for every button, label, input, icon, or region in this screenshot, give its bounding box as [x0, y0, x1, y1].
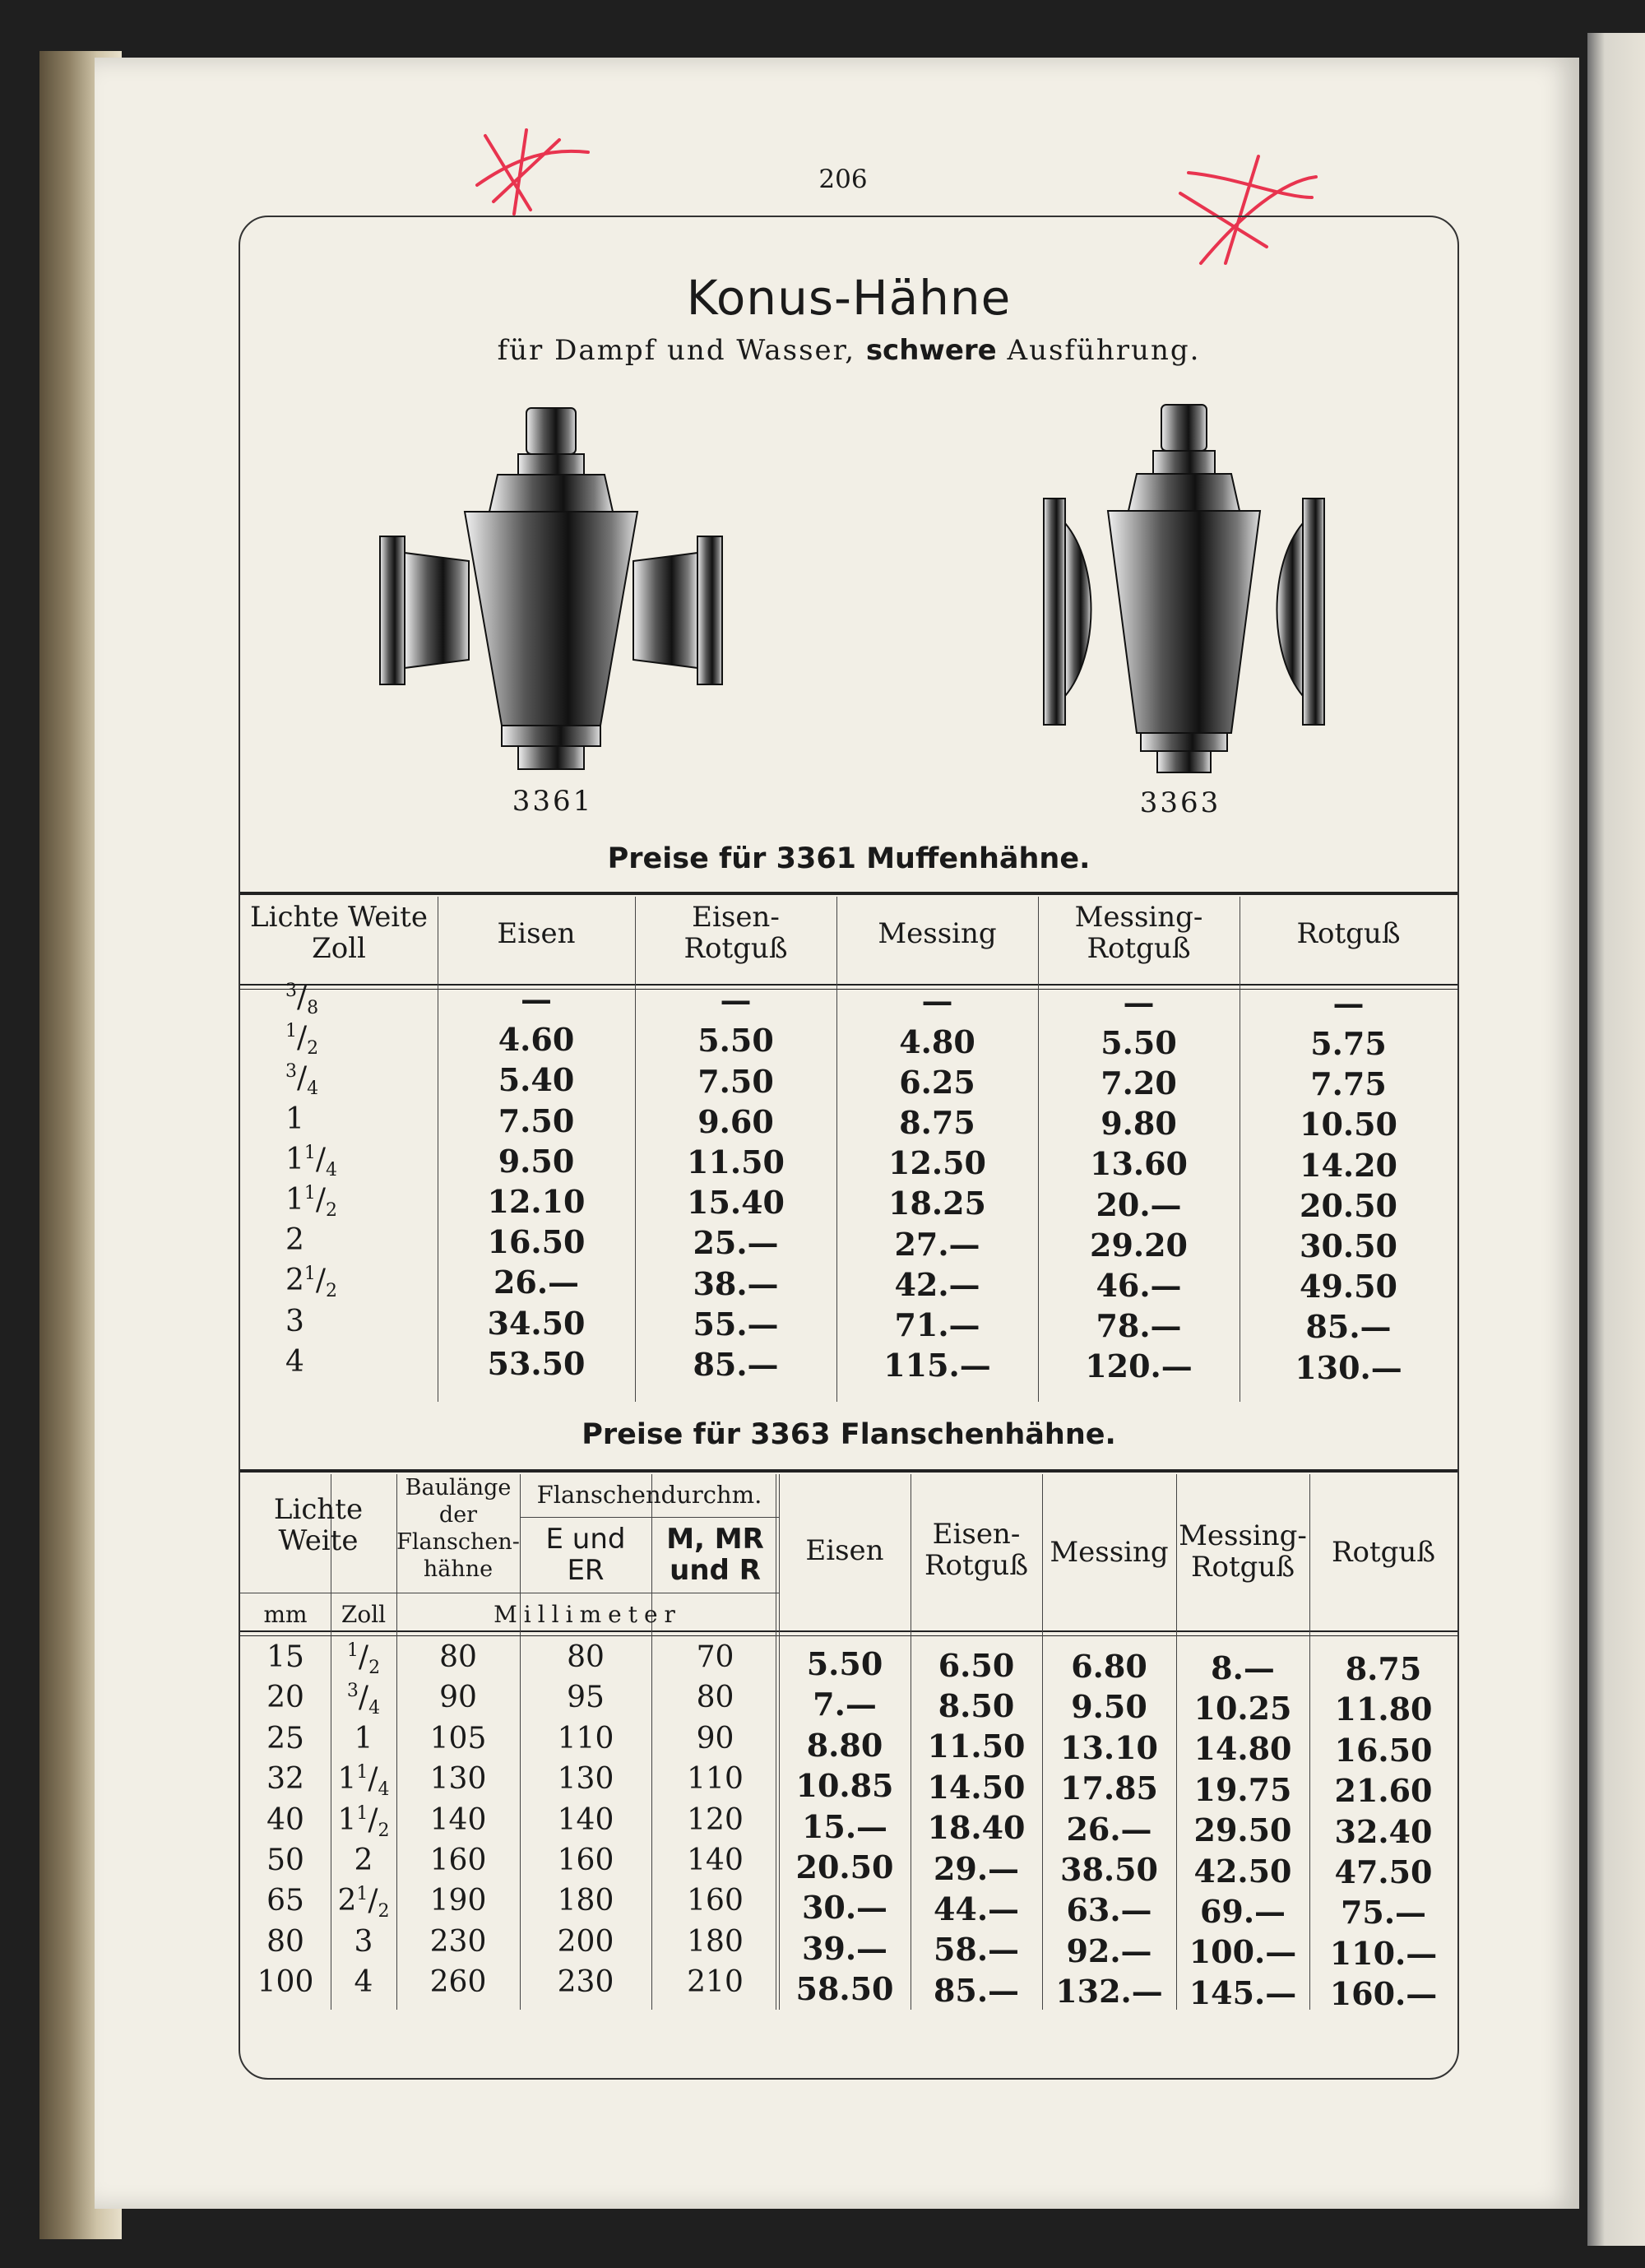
- table1-price-cell: 20.—: [1096, 1185, 1182, 1223]
- table1-price-cell: —: [720, 981, 752, 1019]
- header-line4: hähne: [423, 1556, 494, 1582]
- table1-size-cell: [285, 1143, 384, 1180]
- table2-zoll-cell: [331, 1640, 396, 1678]
- table2-price-cell: 21.60: [1334, 1772, 1433, 1810]
- header-line1: Baulänge: [405, 1475, 512, 1500]
- table2-price-cell: 63.—: [1066, 1891, 1152, 1929]
- table2-header-zoll: Zoll: [341, 1601, 387, 1628]
- table2-price-cell: 132.—: [1055, 1973, 1163, 2011]
- table1-price-cell: 27.—: [894, 1225, 980, 1263]
- valve-3361-illustration: [378, 405, 724, 775]
- table1-price-cell: 78.—: [1096, 1307, 1182, 1345]
- table1-size-cell: [285, 1183, 384, 1221]
- table1-price-cell: 34.50: [487, 1304, 586, 1342]
- table1-price-cell: 55.—: [693, 1305, 779, 1343]
- size-fraction-denominator: 2: [326, 1281, 338, 1302]
- size-whole: 2: [285, 1264, 304, 1298]
- table2-price-cell: 58.50: [795, 1970, 894, 2008]
- table2-header-rotguss: Rotguß: [1331, 1536, 1436, 1569]
- table1-price-cell: 9.50: [498, 1142, 575, 1180]
- header-line2: Rotguß: [683, 932, 788, 965]
- fraction-slash: /: [315, 1183, 327, 1217]
- header-line2: Zoll: [312, 932, 366, 965]
- adjacent-page: [1587, 33, 1645, 2246]
- table1-price-cell: —: [1332, 984, 1365, 1022]
- table2-price-cell: 39.—: [801, 1929, 888, 1967]
- table2-price-cell: 26.—: [1066, 1810, 1152, 1848]
- subtitle-bold: schwere: [865, 334, 997, 367]
- size-fraction-denominator: 2: [326, 1200, 338, 1222]
- table2-header-e-er: [520, 1524, 651, 1586]
- table2-m-mr-r-cell: 210: [687, 1965, 744, 2000]
- page-number: 206: [818, 165, 868, 194]
- table1-price-cell: 15.40: [687, 1184, 785, 1222]
- size-whole: 3: [285, 1304, 304, 1338]
- header-line1: E und: [545, 1523, 626, 1556]
- table1-price-cell: —: [1123, 983, 1155, 1021]
- subtitle-part1: für Dampf und Wasser,: [497, 334, 866, 367]
- table2-price-cell: 69.—: [1199, 1892, 1286, 1930]
- table1-top-rule: [240, 892, 1457, 895]
- table2-m-mr-r-cell: 160: [687, 1884, 744, 1918]
- table2-price-cell: 38.50: [1060, 1851, 1158, 1888]
- size-fraction-denominator: 4: [378, 1779, 390, 1801]
- table1-size-cell: [285, 1102, 384, 1136]
- size-fraction-numerator: 1: [356, 1762, 368, 1783]
- header-line1: Rotguß: [1296, 917, 1401, 950]
- size-fraction-denominator: 2: [368, 1658, 381, 1679]
- header-line1: Messing-: [1179, 1519, 1307, 1552]
- table2-mm-cell: 25: [266, 1721, 304, 1755]
- table2-baulaenge-cell: 80: [439, 1640, 477, 1674]
- header-line1: M, MR: [666, 1523, 764, 1556]
- size-fraction-numerator: 3: [346, 1681, 359, 1702]
- fraction-slash: /: [368, 1802, 378, 1837]
- table1-price-cell: 53.50: [487, 1344, 586, 1382]
- header-line1: Lichte: [273, 1493, 364, 1526]
- table1-price-cell: 13.60: [1090, 1145, 1188, 1183]
- size-fraction-denominator: 2: [378, 1901, 390, 1922]
- size-fraction-denominator: 4: [368, 1698, 381, 1719]
- table2-price-cell: 17.85: [1060, 1769, 1158, 1807]
- table2-m-mr-r-cell: 70: [696, 1640, 734, 1674]
- table2-baulaenge-cell: 90: [439, 1681, 477, 1715]
- fraction-slash: /: [358, 1681, 369, 1715]
- table2-header-rule: [240, 1630, 1457, 1632]
- table2-baulaenge-cell: 160: [429, 1844, 487, 1877]
- header-line1: Eisen-: [932, 1518, 1021, 1551]
- table2-header-messing: Messing: [1050, 1536, 1169, 1569]
- table2-mm-cell: 32: [266, 1762, 304, 1797]
- size-whole: 1: [337, 1802, 357, 1837]
- table1-price-cell: 5.50: [1101, 1023, 1177, 1061]
- table2-price-cell: 5.50: [806, 1645, 883, 1682]
- table2-price-cell: 30.—: [801, 1889, 888, 1927]
- size-whole: 1: [337, 1762, 357, 1797]
- table1-price-cell: 10.50: [1300, 1106, 1397, 1143]
- table2-m-mr-r-cell: 180: [687, 1924, 744, 1959]
- table2-price-cell: 20.50: [795, 1848, 894, 1885]
- size-whole: 2: [354, 1844, 373, 1877]
- table1-price-cell: 7.50: [498, 1102, 575, 1139]
- table2-zoll-cell: [331, 1965, 396, 1999]
- table2-mm-cell: 65: [266, 1884, 304, 1918]
- table2-baulaenge-cell: 105: [429, 1721, 487, 1755]
- table2-e-er-cell: 80: [567, 1640, 605, 1674]
- size-fraction-numerator: 1: [304, 1264, 316, 1285]
- red-check-mark-left: [469, 123, 592, 222]
- header-line1: Messing: [878, 917, 997, 950]
- table2-price-cell: 85.—: [933, 1971, 1020, 2009]
- header-line2: ER: [567, 1554, 605, 1587]
- table2-e-er-cell: 140: [557, 1802, 614, 1837]
- table1-price-cell: 85.—: [693, 1346, 779, 1383]
- table2-top-rule: [240, 1469, 1457, 1473]
- size-whole: 4: [354, 1965, 373, 2000]
- table2-flansch-rule: [520, 1517, 779, 1518]
- table1-price-cell: 4.60: [498, 1021, 575, 1059]
- table2-header-messing-rotguss: [1176, 1520, 1309, 1583]
- fraction-slash: /: [368, 1762, 378, 1797]
- page-subtitle: [240, 334, 1457, 367]
- header-line1: Lichte Weite: [250, 901, 428, 934]
- catalog-panel: [239, 216, 1459, 2080]
- size-fraction-numerator: 1: [346, 1640, 359, 1661]
- page-title: Konus-Hähne: [686, 270, 1012, 326]
- table1-price-cell: 25.—: [693, 1224, 779, 1262]
- size-whole: 3: [354, 1924, 373, 1959]
- subtitle-part2: Ausführung.: [996, 334, 1201, 367]
- table2-price-cell: 42.50: [1193, 1852, 1292, 1890]
- table2-price-cell: 11.50: [927, 1728, 1026, 1765]
- size-whole: 1: [285, 1102, 304, 1136]
- table1-header-5: [1240, 918, 1457, 949]
- header-line2: Rotguß: [924, 1549, 1029, 1582]
- table1-price-cell: 130.—: [1295, 1348, 1402, 1386]
- header-line1: Eisen: [497, 917, 576, 950]
- table2-mm-cell: 40: [266, 1802, 304, 1837]
- table1-header-2: [635, 902, 836, 964]
- table2-m-mr-r-cell: 120: [687, 1802, 744, 1837]
- table2-price-cell: 160.—: [1329, 1975, 1438, 2013]
- table2-m-mr-r-cell: 90: [696, 1721, 734, 1755]
- header-line1: Eisen-: [692, 901, 780, 934]
- size-whole: 1: [285, 1183, 304, 1217]
- table2-price-cell: 92.—: [1066, 1932, 1152, 1969]
- table1-price-cell: 20.50: [1300, 1186, 1397, 1224]
- table2-zoll-cell: [331, 1803, 396, 1841]
- table2-baulaenge-cell: 190: [429, 1884, 487, 1918]
- table2-e-er-cell: 110: [557, 1721, 614, 1755]
- table2-header-eisen-rotguss: [911, 1519, 1042, 1581]
- table2-price-cell: 8.80: [806, 1726, 883, 1764]
- table1-header-4: [1038, 902, 1240, 964]
- table1-size-cell: [285, 1345, 384, 1379]
- size-fraction-numerator: 1: [356, 1884, 368, 1905]
- table2-zoll-cell: [331, 1681, 396, 1718]
- table2-price-cell: 10.25: [1193, 1689, 1292, 1727]
- table1-price-cell: 9.80: [1101, 1105, 1177, 1143]
- table2-price-cell: 29.—: [933, 1849, 1020, 1887]
- table2-header-eisen: Eisen: [805, 1534, 884, 1567]
- table1-price-cell: 14.20: [1300, 1146, 1397, 1184]
- fraction-slash: /: [297, 1021, 308, 1055]
- table2-mm-cell: 100: [257, 1965, 314, 2000]
- size-fraction-numerator: 1: [285, 1021, 297, 1042]
- fraction-slash: /: [315, 1264, 327, 1298]
- size-whole: 1: [354, 1721, 373, 1755]
- size-fraction-numerator: 1: [304, 1142, 316, 1163]
- table2-baulaenge-cell: 230: [429, 1924, 487, 1959]
- table1-price-cell: 5.50: [697, 1022, 774, 1060]
- table1-header-1: [438, 918, 635, 949]
- table1-price-cell: 5.40: [498, 1061, 575, 1099]
- table2-header-mm: mm: [263, 1601, 308, 1628]
- table1-price-cell: 30.50: [1300, 1227, 1397, 1264]
- table2-heading: Preise für 3363 Flanschenhähne.: [582, 1418, 1116, 1451]
- table2-price-cell: 8.75: [1345, 1650, 1422, 1687]
- size-fraction-denominator: 4: [307, 1078, 319, 1100]
- table1-price-cell: 7.50: [697, 1062, 774, 1100]
- table1-size-cell: [285, 1223, 384, 1257]
- size-fraction-numerator: 3: [285, 1061, 297, 1083]
- table2-price-cell: 47.50: [1334, 1853, 1433, 1890]
- table2-e-er-cell: 230: [557, 1965, 614, 2000]
- table2-header-millimeter: Millimeter: [494, 1601, 682, 1628]
- table2-m-mr-r-cell: 110: [687, 1762, 744, 1797]
- table2-price-cell: 7.—: [813, 1686, 877, 1723]
- table1-price-cell: 115.—: [883, 1347, 991, 1384]
- table2-price-cell: 58.—: [933, 1931, 1020, 1969]
- table2-price-cell: 145.—: [1189, 1973, 1297, 2011]
- table1-size-cell: [285, 1305, 384, 1338]
- table1-size-cell: [285, 981, 384, 1018]
- table2-zoll-cell: [331, 1762, 396, 1800]
- table2-baulaenge-cell: 140: [429, 1802, 487, 1837]
- size-whole: 1: [285, 1142, 304, 1176]
- fraction-slash: /: [368, 1884, 378, 1918]
- table1-price-cell: 16.50: [487, 1223, 586, 1261]
- table2-e-er-cell: 160: [557, 1844, 614, 1877]
- table1-size-cell: [285, 1264, 384, 1301]
- fraction-slash: /: [358, 1640, 369, 1674]
- size-fraction-denominator: 2: [378, 1820, 390, 1841]
- table1-price-cell: —: [921, 982, 953, 1020]
- table2-e-er-cell: 180: [557, 1884, 614, 1918]
- table2-zoll-cell: [331, 1722, 396, 1755]
- header-line3: Flanschen-: [396, 1529, 520, 1555]
- table1-price-cell: —: [521, 981, 552, 1018]
- table2-header-rule-2: [240, 1635, 1457, 1636]
- size-fraction-numerator: 1: [304, 1183, 316, 1204]
- table1-header-0: [240, 902, 438, 964]
- table1-price-cell: 9.60: [697, 1102, 774, 1140]
- table2-header-m-mr-r: [651, 1524, 779, 1586]
- table2-price-cell: 14.80: [1193, 1730, 1292, 1768]
- table1-header-3: [836, 918, 1038, 949]
- table2-mm-cell: 20: [266, 1681, 304, 1715]
- table1-price-cell: 12.50: [888, 1144, 986, 1182]
- table2-e-er-cell: 130: [557, 1762, 614, 1797]
- table1-price-cell: 85.—: [1305, 1308, 1392, 1346]
- table2-header-baulaenge: [396, 1474, 520, 1583]
- table1-price-cell: 46.—: [1096, 1267, 1182, 1304]
- table1-size-cell: [285, 1061, 384, 1099]
- table1-price-cell: 8.75: [899, 1104, 975, 1141]
- table2-baulaenge-cell: 130: [429, 1762, 487, 1797]
- table2-m-mr-r-cell: 80: [696, 1681, 734, 1715]
- table2-header-lichte-weite: [240, 1494, 396, 1556]
- table2-e-er-cell: 200: [557, 1924, 614, 1959]
- table1-price-cell: 6.25: [899, 1063, 975, 1101]
- table1-heading: Preise für 3361 Muffenhähne.: [607, 842, 1091, 875]
- table2-price-cell: 100.—: [1189, 1933, 1297, 1971]
- size-fraction-denominator: 4: [326, 1159, 338, 1180]
- table2-price-cell: 44.—: [933, 1890, 1020, 1927]
- table2-mm-cell: 80: [266, 1924, 304, 1959]
- table2-price-cell: 110.—: [1329, 1934, 1438, 1972]
- fraction-slash: /: [297, 1061, 308, 1096]
- table1-price-cell: 7.20: [1101, 1064, 1177, 1102]
- size-whole: 4: [285, 1344, 304, 1379]
- size-whole: 2: [337, 1884, 357, 1918]
- valve-3363-illustration: [1042, 400, 1326, 778]
- table1-price-cell: 42.—: [894, 1265, 980, 1303]
- size-fraction-denominator: 2: [307, 1038, 319, 1060]
- table2-price-cell: 18.40: [927, 1809, 1026, 1847]
- table1-price-cell: 49.50: [1300, 1268, 1397, 1306]
- figure-label-3361: 3361: [512, 785, 594, 818]
- table2-mm-cell: 15: [266, 1640, 304, 1674]
- header-line2: Rotguß: [1190, 1551, 1295, 1584]
- table2-price-cell: 8.50: [938, 1686, 1015, 1724]
- table1-price-cell: 5.75: [1310, 1025, 1387, 1062]
- header-line2: und R: [670, 1554, 761, 1587]
- table1-price-cell: 26.—: [493, 1264, 580, 1301]
- table2-baulaenge-cell: 260: [429, 1965, 487, 2000]
- table1-price-cell: 29.20: [1090, 1226, 1188, 1264]
- table2-header-flanschendurchm: Flanschendurchm.: [536, 1481, 762, 1509]
- table2-price-cell: 75.—: [1340, 1894, 1427, 1932]
- table1-price-cell: 18.25: [888, 1185, 986, 1222]
- table2-e-er-cell: 95: [567, 1681, 605, 1715]
- table2-price-cell: 8.—: [1211, 1649, 1275, 1686]
- table2-price-cell: 6.50: [938, 1646, 1015, 1684]
- size-fraction-numerator: 3: [285, 981, 297, 1001]
- header-line2: der: [438, 1502, 478, 1528]
- table1-price-cell: 120.—: [1085, 1347, 1193, 1385]
- table1-price-cell: 12.10: [487, 1183, 586, 1220]
- table1-price-cell: 11.50: [687, 1143, 785, 1180]
- fraction-slash: /: [315, 1142, 327, 1176]
- table2-price-cell: 16.50: [1334, 1731, 1433, 1769]
- table2-price-cell: 32.40: [1334, 1812, 1433, 1850]
- table1-price-cell: 4.80: [899, 1023, 975, 1060]
- table2-price-cell: 9.50: [1071, 1688, 1147, 1726]
- size-fraction-numerator: 1: [356, 1802, 368, 1824]
- table2-price-cell: 15.—: [801, 1807, 888, 1845]
- table2-price-cell: 10.85: [795, 1767, 894, 1805]
- header-line2: Weite: [278, 1524, 359, 1557]
- table2-zoll-cell: [331, 1925, 396, 1959]
- table2-zoll-cell: [331, 1884, 396, 1922]
- table1-price-cell: 38.—: [693, 1264, 779, 1302]
- header-line1: Messing-: [1074, 901, 1203, 934]
- table2-price-cell: 29.50: [1193, 1811, 1292, 1849]
- table2-price-cell: 13.10: [1060, 1728, 1158, 1766]
- table1-price-cell: 71.—: [894, 1306, 980, 1343]
- table2-price-cell: 14.50: [927, 1768, 1026, 1806]
- table2-price-cell: 19.75: [1193, 1770, 1292, 1808]
- table2-price-cell: 11.80: [1334, 1691, 1433, 1728]
- size-whole: 2: [285, 1223, 304, 1258]
- table2-zoll-cell: [331, 1844, 396, 1877]
- fraction-slash: /: [297, 981, 308, 1014]
- table1-price-cell: 7.75: [1310, 1065, 1387, 1103]
- table2-price-cell: 6.80: [1071, 1648, 1147, 1685]
- figure-label-3363: 3363: [1139, 786, 1221, 819]
- table2-mm-cell: 50: [266, 1844, 304, 1877]
- table1-size-cell: [285, 1021, 384, 1059]
- header-line2: Rotguß: [1087, 932, 1191, 965]
- table2-m-mr-r-cell: 140: [687, 1844, 744, 1877]
- size-fraction-denominator: 8: [307, 998, 319, 1019]
